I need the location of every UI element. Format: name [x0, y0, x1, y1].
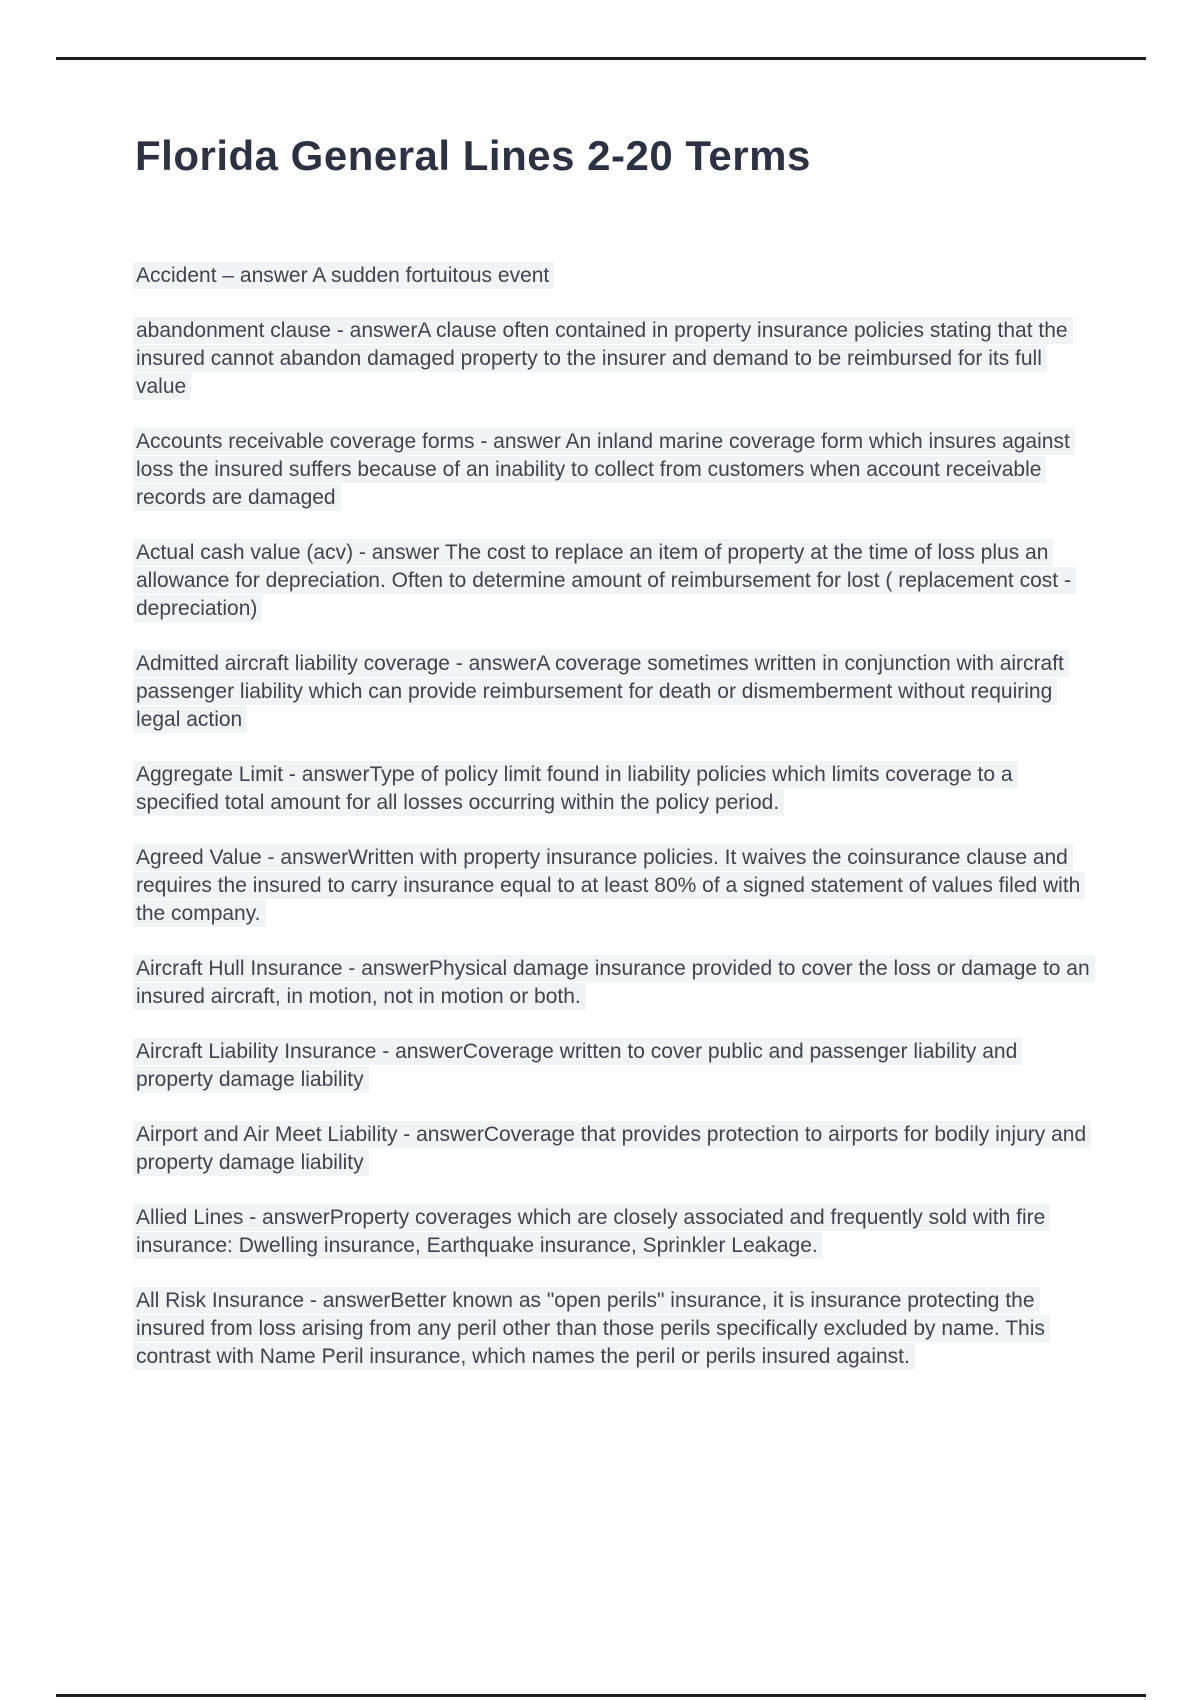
term-paragraph [136, 317, 1094, 401]
term-text: Aggregate Limit - answerType of policy limit found in liability policies which limits coverage to a specified total amount for all losses occurring within the policy period. [133, 761, 1018, 816]
term-paragraph [136, 650, 1094, 734]
term-text: abandonment clause - answerA clause often contained in property insurance policies stating that the insured cannot abandon damaged property to the insurer and demand to be reimbursed for its full value [133, 317, 1073, 400]
term-text: Admitted aircraft liability coverage - answerA coverage sometimes written in conjunction with aircraft passenger liability which can provide reimbursement for death or dismemberment without requiring legal action [133, 650, 1069, 733]
term-text: Accident – answer A sudden fortuitous event [133, 262, 554, 289]
term-paragraph [136, 539, 1094, 623]
term-paragraph [136, 955, 1094, 1011]
term-paragraph [136, 262, 1094, 290]
term-text: Airport and Air Meet Liability - answerCoverage that provides protection to airports for bodily injury and property damage liability [133, 1121, 1091, 1176]
term-paragraph [136, 1204, 1094, 1260]
page-title: Florida General Lines 2-20 Terms [135, 132, 811, 179]
term-text: All Risk Insurance - answerBetter known as "open perils" insurance, it is insurance protecting the insured from loss arising from any peril other than those perils specifically excluded by name. This contrast with Name Peril insurance, which names the peril or perils insured against. [133, 1287, 1050, 1370]
top-rule [56, 57, 1146, 60]
term-paragraph [136, 428, 1094, 512]
term-text: Allied Lines - answerProperty coverages which are closely associated and frequently sold with fire insurance: Dwelling insurance, Earthquake insurance, Sprinkler Leakage. [133, 1204, 1050, 1259]
term-text: Aircraft Hull Insurance - answerPhysical damage insurance provided to cover the loss or damage to an insured aircraft, in motion, not in motion or both. [133, 955, 1095, 1010]
term-text: Agreed Value - answerWritten with property insurance policies. It waives the coinsurance clause and requires the insured to carry insurance equal to at least 80% of a signed statement of values filed with the company. [133, 844, 1085, 927]
term-paragraph [136, 1287, 1094, 1371]
term-paragraph [136, 761, 1094, 817]
term-text: Actual cash value (acv) - answer The cost to replace an item of property at the time of loss plus an allowance for depreciation. Often to determine amount of reimbursement for lost ( replacement cost - depreciation) [133, 539, 1076, 622]
term-text: Aircraft Liability Insurance - answerCoverage written to cover public and passenger liability and property damage liability [133, 1038, 1022, 1093]
term-paragraph [136, 1038, 1094, 1094]
term-text: Accounts receivable coverage forms - answer An inland marine coverage form which insures against loss the insured suffers because of an inability to collect from customers when account receivable records are damaged [133, 428, 1075, 511]
term-paragraph [136, 844, 1094, 928]
bottom-rule [56, 1694, 1146, 1697]
terms-list [136, 262, 1094, 1398]
term-paragraph [136, 1121, 1094, 1177]
